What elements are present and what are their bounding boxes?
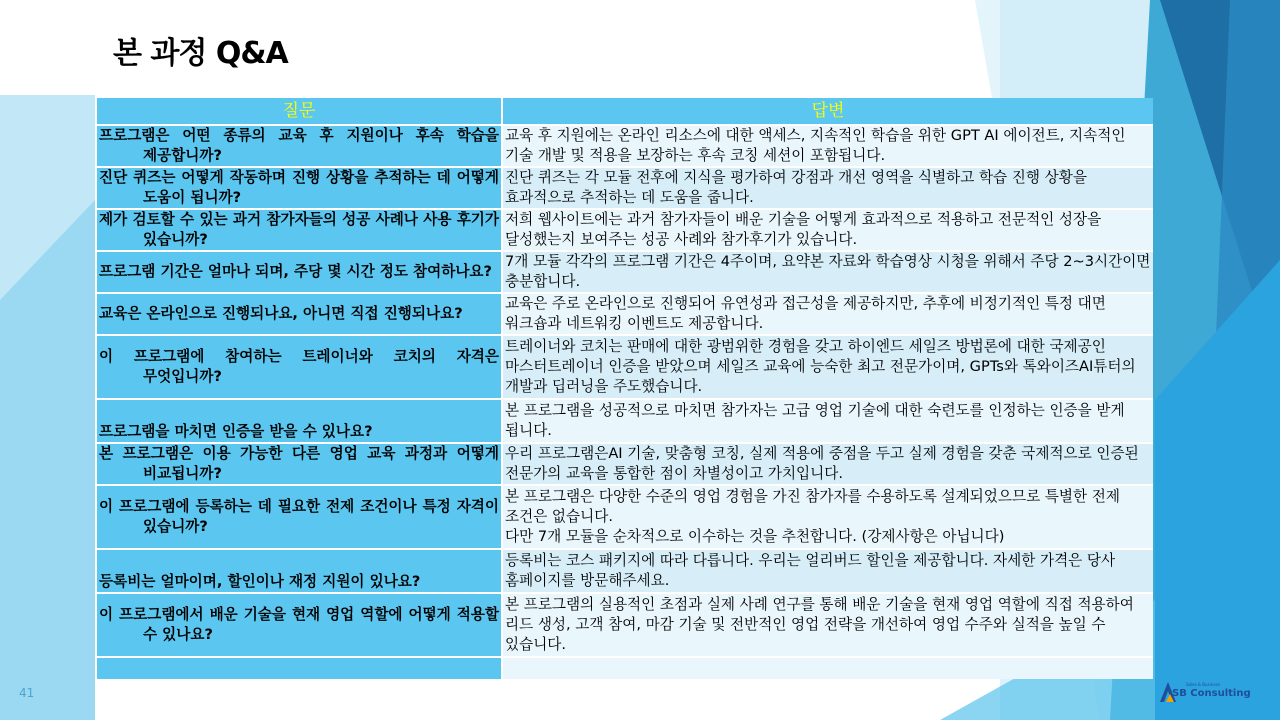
page-number: 41 [19, 686, 35, 700]
table-row [97, 209, 1153, 251]
qa-table [97, 98, 1153, 679]
answer-cell [502, 485, 1153, 549]
answer-cell: 등록비는 코스 패키지에 따라 다릅니다. 우리는 얼리버드 할인을 제공합니다. 자세한 가격은 당사 홈페이지를 방문해주세요. [502, 549, 1153, 593]
header-answer: 답변 [502, 98, 1153, 125]
question-cell: 제가 검토할 수 있는 과거 참가자들의 성공 사례나 사용 후기가 있습니까? [97, 209, 502, 251]
table-row [97, 443, 1153, 485]
question-cell: 이 프로그램에 참여하는 트레이너와 코치의 자격은 무엇입니까? [97, 335, 502, 399]
header-question: 질문 [97, 98, 502, 125]
answer-cell: 저희 웹사이트에는 과거 참가자들이 배운 기술을 어떻게 효과적으로 적용하고 전문적인 성장을 달성했는지 보여주는 성공 사례와 참가후기가 있습니다. [502, 209, 1153, 251]
table-row [97, 167, 1153, 209]
logo-text: SB Consulting [1172, 688, 1251, 699]
answer-cell: 진단 퀴즈는 각 모듈 전후에 지식을 평가하여 강점과 개선 영역을 식별하고 학습 진행 상황을 효과적으로 추적하는 데 도움을 줍니다. [502, 167, 1153, 209]
question-cell: 교육은 온라인으로 진행되나요, 아니면 직접 진행되나요? [97, 293, 502, 335]
slide-title: 본 과정 Q&A [113, 36, 288, 71]
answer-cell: 본 프로그램을 성공적으로 마치면 참가자는 고급 영업 기술에 대한 숙련도를 인정하는 인증을 받게 됩니다. [502, 399, 1153, 443]
question-cell: 프로그램 기간은 얼마나 되며, 주당 몇 시간 정도 참여하나요? [97, 251, 502, 293]
answer-cell: 우리 프로그램은AI 기술, 맞춤형 코칭, 실제 적용에 중점을 두고 실제 경험을 갖춘 국제적으로 인증된 전문가의 교육을 통합한 점이 차별성이고 가치입니다. [502, 443, 1153, 485]
table-row-empty [97, 657, 1153, 679]
question-cell: 등록비는 얼마이며, 할인이나 재정 지원이 있나요? [97, 549, 502, 593]
question-cell: 프로그램은 어떤 종류의 교육 후 지원이나 후속 학습을 제공합니까? [97, 125, 502, 167]
table-row [97, 549, 1153, 593]
answer-text-note: 다만 7개 모듈을 순차적으로 이수하는 것을 추천합니다. (강제사항은 아닙니다) [505, 528, 1005, 545]
table-row [97, 293, 1153, 335]
question-cell-empty [97, 657, 502, 679]
table-row [97, 399, 1153, 443]
table-row [97, 485, 1153, 549]
table-row [97, 251, 1153, 293]
table-row [97, 125, 1153, 167]
question-cell: 이 프로그램에서 배운 기술을 현재 영업 역할에 어떻게 적용할 수 있나요? [97, 593, 502, 657]
answer-cell: 교육은 주로 온라인으로 진행되어 유연성과 접근성을 제공하지만, 추후에 비정기적인 특정 대면 워크숍과 네트워킹 이벤트도 제공합니다. [502, 293, 1153, 335]
table-row [97, 335, 1153, 399]
question-cell: 프로그램을 마치면 인증을 받을 수 있나요? [97, 399, 502, 443]
question-cell: 진단 퀴즈는 어떻게 작동하며 진행 상황을 추적하는 데 어떻게 도움이 됩니까? [97, 167, 502, 209]
answer-cell: 7개 모듈 각각의 프로그램 기간은 4주이며, 요약본 자료와 학습영상 시청을 위해서 주당 2~3시간이면 충분합니다. [502, 251, 1153, 293]
answer-cell-empty [502, 657, 1153, 679]
answer-cell: 교육 후 지원에는 온라인 리소스에 대한 액세스, 지속적인 학습을 위한 GPT AI 에이전트, 지속적인 기술 개발 및 적용을 보장하는 후속 코칭 세션이 포함됩니다. [502, 125, 1153, 167]
answer-cell: 본 프로그램의 실용적인 초점과 실제 사례 연구를 통해 배운 기술을 현재 영업 역할에 직접 적용하여 리드 생성, 고객 참여, 마감 기술 및 전반적인 영업 전략을 개선하여 영업 수주와 실적을 높일 수 있습니다. [502, 593, 1153, 657]
question-cell: 이 프로그램에 등록하는 데 필요한 전제 조건이나 특정 자격이 있습니까? [97, 485, 502, 549]
logo-tagline: Sales & Business [1186, 682, 1220, 687]
question-cell: 본 프로그램은 이용 가능한 다른 영업 교육 과정과 어떻게 비교됩니까? [97, 443, 502, 485]
table-header-row [97, 98, 1153, 125]
table-row [97, 593, 1153, 657]
answer-text: 본 프로그램은 다양한 수준의 영업 경험을 가진 참가자를 수용하도록 설계되었으므로 특별한 전제 조건은 없습니다. [505, 488, 1120, 525]
answer-cell: 트레이너와 코치는 판매에 대한 광범위한 경험을 갖고 하이엔드 세일즈 방법론에 대한 국제공인 마스터트레이너 인증을 받았으며 세일즈 교육에 능숙한 최고 전문가이며, GPTs와 톡와이즈AI튜터의 개발과 딥러닝을 주도했습니다. [502, 335, 1153, 399]
